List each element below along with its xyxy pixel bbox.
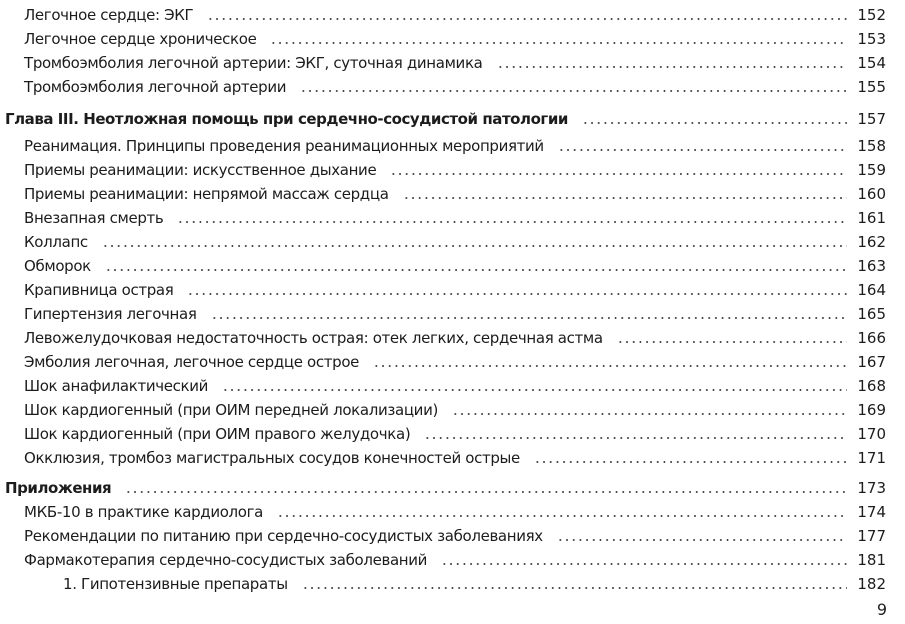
toc-entry-title: Шок анафилактический — [24, 377, 209, 395]
toc-entry[interactable] — [24, 251, 886, 275]
toc-entry-page-number: 182 — [857, 575, 886, 593]
toc-entry-page-number: 177 — [857, 527, 886, 545]
toc-entry-page-number: 170 — [857, 425, 886, 443]
dot-leader — [302, 587, 848, 589]
toc-entry[interactable] — [24, 443, 886, 467]
dot-leader — [177, 221, 847, 223]
dot-leader — [557, 539, 848, 541]
dot-leader — [105, 269, 848, 271]
toc-chapter-title: Приложения — [5, 479, 112, 497]
toc-entry-title: Реанимация. Принципы проведения реанимационных мероприятий — [24, 137, 544, 155]
toc-entry[interactable] — [24, 299, 886, 323]
toc-entry-title: Приемы реанимации: непрямой массаж сердца — [24, 185, 389, 203]
dot-leader — [452, 413, 847, 415]
toc-entry-page-number: 154 — [857, 54, 886, 72]
dot-leader — [373, 365, 847, 367]
toc-entry[interactable] — [24, 155, 886, 179]
toc-chapter-heading[interactable] — [5, 104, 886, 128]
toc-entry-page-number: 168 — [857, 377, 886, 395]
toc-entry[interactable] — [24, 131, 886, 155]
dot-leader — [187, 293, 847, 295]
toc-entry[interactable] — [24, 521, 886, 545]
toc-entry-title: Левожелудочковая недостаточность острая: отек легких, сердечная астма — [24, 329, 603, 347]
dot-leader — [441, 563, 847, 565]
toc-entry-title: Коллапс — [24, 233, 88, 251]
dot-leader — [102, 245, 848, 247]
dot-leader — [424, 437, 847, 439]
toc-subentry[interactable] — [63, 569, 886, 593]
toc-entry[interactable] — [24, 227, 886, 251]
toc-entry-page-number: 158 — [857, 137, 886, 155]
toc-entry-page-number: 173 — [857, 479, 886, 497]
toc-entry-title: МКБ-10 в практике кардиолога — [24, 503, 263, 521]
toc-entry[interactable] — [24, 347, 886, 371]
toc-entry-page-number: 157 — [857, 110, 886, 128]
dot-leader — [125, 491, 847, 493]
toc-entry-title: Эмболия легочная, легочное сердце острое — [24, 353, 360, 371]
toc-entry-title: Тромбоэмболия легочной артерии: ЭКГ, суточная динамика — [24, 54, 483, 72]
toc-entry[interactable] — [24, 323, 886, 347]
toc-entry-title: Окклюзия, тромбоз магистральных сосудов конечностей острые — [24, 449, 520, 467]
dot-leader — [582, 122, 847, 124]
toc-entry[interactable] — [24, 203, 886, 227]
toc-entry-page-number: 167 — [857, 353, 886, 371]
dot-leader — [222, 389, 847, 391]
toc-entry[interactable] — [24, 497, 886, 521]
toc-entry-title: Фармакотерапия сердечно-сосудистых заболеваний — [24, 551, 428, 569]
toc-chapter-heading[interactable] — [5, 473, 886, 497]
toc-entry-title: Легочное сердце: ЭКГ — [24, 6, 194, 24]
toc-entry-title: Внезапная смерть — [24, 209, 164, 227]
dot-leader — [403, 197, 848, 199]
toc-entry[interactable] — [24, 395, 886, 419]
toc-entry[interactable] — [24, 275, 886, 299]
toc-entry[interactable] — [24, 179, 886, 203]
dot-leader — [300, 90, 847, 92]
dot-leader — [617, 341, 848, 343]
toc-entry-title: Шок кардиогенный (при ОИМ передней локализации) — [24, 401, 438, 419]
dot-leader — [390, 173, 847, 175]
toc-entry-title: 1. Гипотензивные препараты — [63, 575, 288, 593]
toc-entry-page-number: 181 — [857, 551, 886, 569]
toc-entry-page-number: 169 — [857, 401, 886, 419]
toc-entry-title: Тромбоэмболия легочной артерии — [24, 78, 287, 96]
toc-entry-page-number: 163 — [857, 257, 886, 275]
toc-entry-title: Крапивница острая — [24, 281, 174, 299]
toc-chapter-title: Глава III. Неотложная помощь при сердечно-сосудистой патологии — [5, 110, 568, 128]
toc-entry-title: Обморок — [24, 257, 91, 275]
toc-entry-page-number: 159 — [857, 161, 886, 179]
toc-entry[interactable] — [24, 371, 886, 395]
toc-entry-title: Легочное сердце хроническое — [24, 30, 257, 48]
dot-leader — [277, 515, 847, 517]
toc-entry-page-number: 165 — [857, 305, 886, 323]
toc-entry-page-number: 161 — [857, 209, 886, 227]
dot-leader — [534, 461, 847, 463]
dot-leader — [211, 317, 848, 319]
toc-entry-page-number: 153 — [857, 30, 886, 48]
toc-entry-page-number: 166 — [857, 329, 886, 347]
dot-leader — [497, 66, 848, 68]
toc-entry[interactable] — [24, 48, 886, 72]
toc-entry[interactable] — [24, 0, 886, 24]
toc-entry-page-number: 152 — [857, 6, 886, 24]
toc-entry-title: Рекомендации по питанию при сердечно-сосудистых заболеваниях — [24, 527, 543, 545]
dot-leader — [207, 18, 847, 20]
toc-entry-title: Приемы реанимации: искусственное дыхание — [24, 161, 377, 179]
toc-entry[interactable] — [24, 545, 886, 569]
toc-entry-page-number: 162 — [857, 233, 886, 251]
toc-entry-title: Шок кардиогенный (при ОИМ правого желудочка) — [24, 425, 411, 443]
toc-entry[interactable] — [24, 24, 886, 48]
toc-entry-page-number: 164 — [857, 281, 886, 299]
toc-entry-page-number: 171 — [857, 449, 886, 467]
page-number-footer: 9 — [876, 600, 887, 619]
toc-entry-page-number: 174 — [857, 503, 886, 521]
toc-entry[interactable] — [24, 419, 886, 443]
toc-entry[interactable] — [24, 72, 886, 96]
toc-entry-page-number: 160 — [857, 185, 886, 203]
toc-entry-page-number: 155 — [857, 78, 886, 96]
dot-leader — [558, 149, 848, 151]
dot-leader — [270, 42, 847, 44]
toc-entry-title: Гипертензия легочная — [24, 305, 197, 323]
